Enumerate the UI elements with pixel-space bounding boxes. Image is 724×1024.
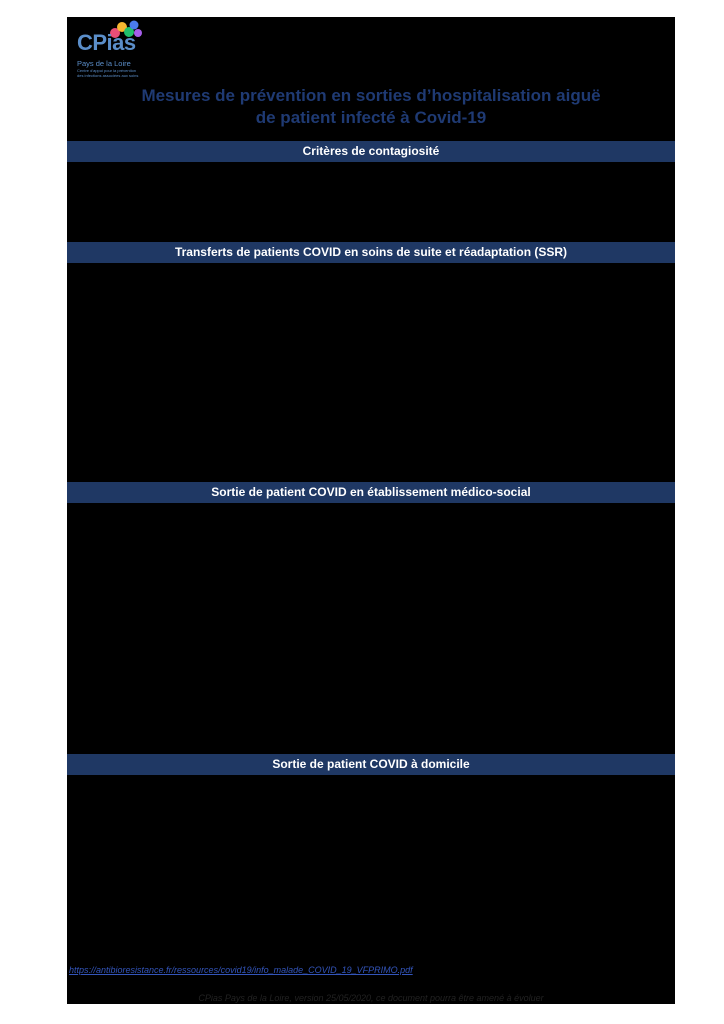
cpias-logo bbox=[75, 20, 141, 82]
logo-tagline: Centre d'appui pour la prévention des infections associées aux soins bbox=[77, 68, 139, 78]
section-heading-medico-social: Sortie de patient COVID en établissement médico-social bbox=[67, 482, 675, 503]
footer-text: CPias Pays de la Loire, version 25/05/2020, ce document pourra être amené à évoluer bbox=[198, 993, 544, 1003]
logo-name: CPias bbox=[77, 30, 136, 55]
title-line-1: Mesures de prévention en sorties d’hospitalisation aiguë bbox=[141, 86, 601, 105]
section-heading-contagiousness: Critères de contagiosité bbox=[67, 141, 675, 162]
section-heading-ssr-transfer: Transferts de patients COVID en soins de suite et réadaptation (SSR) bbox=[67, 242, 675, 263]
logo-region: Pays de la Loire bbox=[77, 59, 131, 68]
section-heading-home-discharge: Sortie de patient COVID à domicile bbox=[67, 754, 675, 775]
title-line-2: de patient infecté à Covid-19 bbox=[255, 108, 487, 127]
document-page bbox=[67, 17, 675, 1004]
page-title bbox=[67, 85, 675, 129]
info-link[interactable]: https://antibioresistance.fr/ressources/covid19/info_malade_COVID_19_VFPRIMO.pdf bbox=[69, 965, 413, 975]
